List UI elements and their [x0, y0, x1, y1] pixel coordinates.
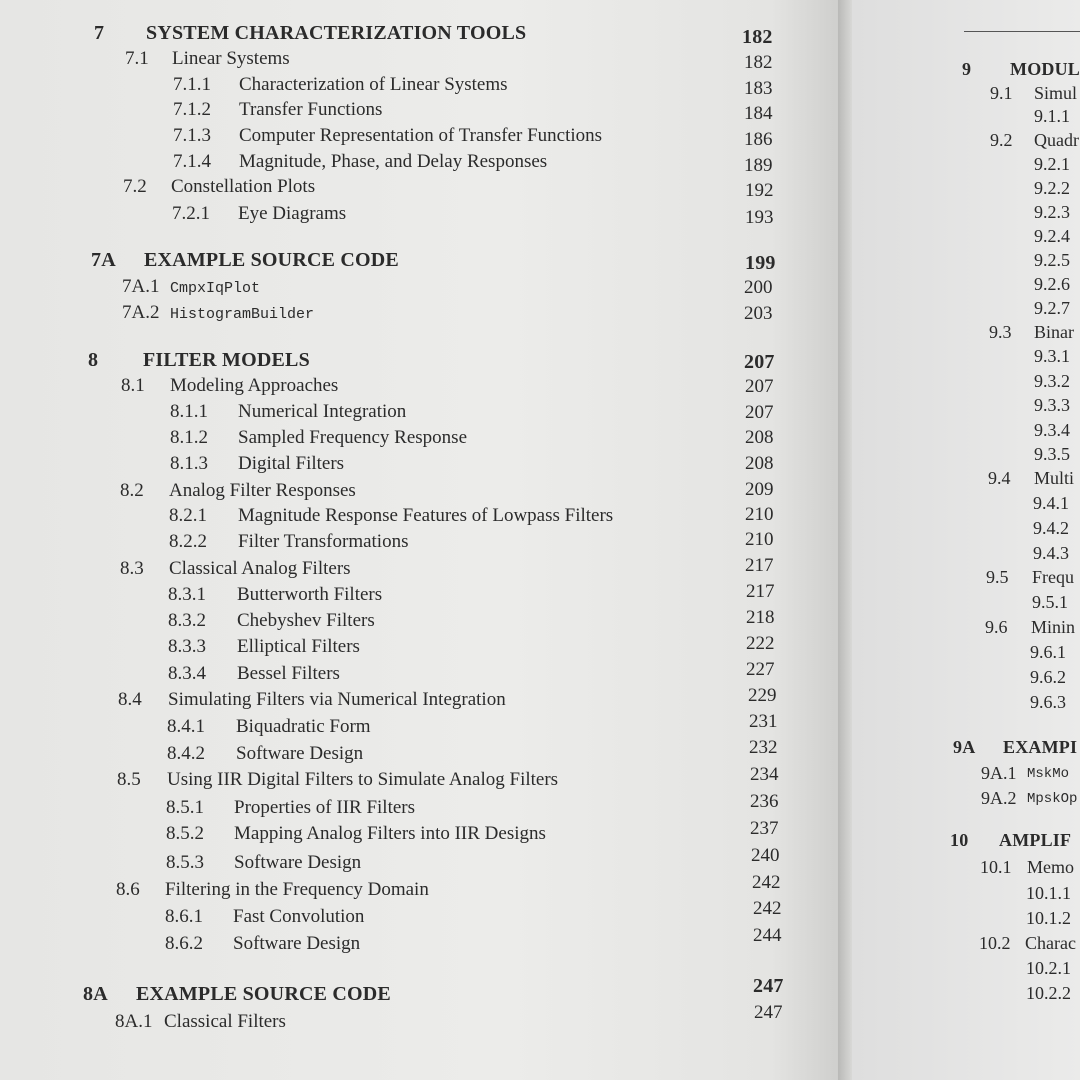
toc-number: 8.4.1 [167, 716, 205, 737]
toc-number: 9.3.5 [1034, 444, 1070, 464]
toc-number: 9.4.3 [1033, 543, 1069, 563]
toc-title: Transfer Functions [239, 99, 383, 120]
toc-number: 9.5.1 [1032, 592, 1068, 612]
toc-number: 7.1.4 [173, 151, 211, 172]
toc-title: Classical Filters [164, 1011, 286, 1032]
toc-title: Modeling Approaches [170, 375, 339, 396]
toc-number: 9.2.1 [1034, 154, 1070, 174]
toc-title: MODUL [1010, 59, 1080, 79]
toc-number: 8.5.3 [166, 852, 204, 873]
toc-number: 10.2.2 [1026, 983, 1071, 1003]
toc-number: 8A [83, 983, 108, 1005]
toc-number: 9 [962, 59, 972, 79]
toc-number: 9.6 [985, 617, 1008, 637]
toc-number: 8.4 [118, 689, 142, 710]
toc-title: Fast Convolution [233, 906, 365, 927]
toc-title: Classical Analog Filters [169, 558, 351, 579]
toc-number: 8.5 [117, 769, 141, 790]
toc-page: 242 [753, 898, 782, 919]
toc-page: 222 [746, 633, 775, 654]
toc-title: Software Design [233, 933, 361, 954]
toc-number: 7.1.2 [173, 99, 211, 120]
toc-page: 186 [744, 129, 773, 150]
toc-title: Simulating Filters via Numerical Integration [168, 689, 506, 710]
toc-title: Magnitude, Phase, and Delay Responses [239, 151, 548, 172]
toc-number: 9.1.1 [1034, 106, 1070, 126]
toc-number: 9.3.1 [1034, 346, 1070, 366]
toc-title: MskMo [1027, 766, 1070, 782]
toc-title: Binar [1034, 322, 1074, 342]
toc-page: 207 [744, 351, 775, 373]
toc-title: EXAMPI [1003, 737, 1078, 757]
toc-page: 244 [753, 925, 782, 946]
toc-number: 8.1.1 [170, 401, 208, 422]
toc-title: Bessel Filters [237, 663, 340, 684]
toc-title: Frequ [1032, 567, 1074, 587]
toc-title: EXAMPLE SOURCE CODE [136, 983, 391, 1005]
toc-title: Digital Filters [238, 453, 345, 474]
toc-title: HistogramBuilder [170, 306, 315, 323]
right-page [852, 0, 1080, 1080]
toc-title: Multi [1034, 468, 1075, 488]
toc-number: 9.4.1 [1033, 493, 1069, 513]
toc-title: Characterization of Linear Systems [239, 74, 508, 95]
toc-page: 207 [745, 402, 774, 423]
toc-number: 9.2.6 [1034, 274, 1070, 294]
toc-page: 208 [745, 453, 774, 474]
toc-number: 8.2.2 [169, 531, 207, 552]
toc-number: 10.1.1 [1026, 883, 1071, 903]
toc-page: 229 [748, 685, 777, 706]
toc-number: 8.3 [120, 558, 144, 579]
toc-title: Numerical Integration [238, 401, 407, 422]
toc-title: Software Design [236, 743, 364, 764]
toc-number: 9A [953, 737, 976, 757]
toc-number: 8.3.2 [168, 610, 206, 631]
toc-page: 247 [754, 1002, 783, 1023]
toc-number: 10.1 [980, 857, 1012, 877]
toc-number: 9.2.4 [1034, 226, 1070, 246]
toc-number: 9.3.3 [1034, 395, 1070, 415]
book-gutter [838, 0, 852, 1080]
toc-title: CmpxIqPlot [170, 280, 261, 297]
toc-title: SYSTEM CHARACTERIZATION TOOLS [146, 22, 527, 44]
toc-title: Quadr [1034, 130, 1079, 150]
toc-title: Mapping Analog Filters into IIR Designs [234, 823, 546, 844]
toc-title: Computer Representation of Transfer Functions [239, 125, 603, 146]
toc-page: 210 [745, 529, 774, 550]
toc-title: Chebyshev Filters [237, 610, 375, 631]
toc-number: 9.3 [989, 322, 1012, 342]
toc-title: Minin [1031, 617, 1076, 637]
toc-page: 183 [744, 78, 773, 99]
toc-number: 8.2.1 [169, 505, 207, 526]
toc-number: 8.1.3 [170, 453, 208, 474]
toc-page: 236 [750, 791, 779, 812]
toc-page: 184 [744, 103, 773, 124]
toc-page: 208 [745, 427, 774, 448]
toc-title: Charac [1025, 933, 1076, 953]
toc-title: Software Design [234, 852, 362, 873]
toc-number: 9.2 [990, 130, 1013, 150]
toc-number: 9.2.5 [1034, 250, 1070, 270]
toc-number: 8.3.3 [168, 636, 206, 657]
toc-title: Using IIR Digital Filters to Simulate Analog Filters [167, 769, 559, 790]
toc-page: 217 [745, 555, 774, 576]
toc-page: 227 [746, 659, 775, 680]
toc-page: 182 [744, 52, 773, 73]
toc-number: 7A [91, 249, 116, 271]
toc-number: 9.6.1 [1030, 642, 1066, 662]
toc-title: MpskOp [1027, 791, 1078, 807]
toc-number: 10.1.2 [1026, 908, 1071, 928]
toc-title: AMPLIF [999, 830, 1072, 850]
page-rule [964, 31, 1080, 32]
toc-title: Simul [1034, 83, 1078, 103]
toc-number: 7 [94, 22, 105, 44]
toc-title: Memo [1027, 857, 1074, 877]
toc-number: 9.3.2 [1034, 371, 1070, 391]
toc-number: 7.1 [125, 48, 149, 69]
toc-title: Filtering in the Frequency Domain [165, 879, 429, 900]
toc-number: 9.4 [988, 468, 1011, 488]
toc-number: 8 [88, 349, 99, 371]
toc-page: 242 [752, 872, 781, 893]
toc-page: 199 [745, 252, 776, 274]
toc-page: 232 [749, 737, 778, 758]
toc-number: 9.5 [986, 567, 1009, 587]
toc-number: 8.6 [116, 879, 140, 900]
toc-page: 200 [744, 277, 773, 298]
toc-number: 8.5.2 [166, 823, 204, 844]
toc-page: 240 [751, 845, 780, 866]
toc-number: 7.1.3 [173, 125, 211, 146]
toc-number: 8.5.1 [166, 797, 204, 818]
toc-page: 192 [745, 180, 774, 201]
toc-number: 8.6.2 [165, 933, 203, 954]
toc-number: 9.6.3 [1030, 692, 1066, 712]
toc-page: 218 [746, 607, 775, 628]
toc-number: 7A.1 [122, 276, 160, 297]
toc-title: Sampled Frequency Response [238, 427, 468, 448]
toc-number: 9A.2 [981, 788, 1017, 808]
toc-number: 9.6.2 [1030, 667, 1066, 687]
toc-number: 9.3.4 [1034, 420, 1070, 440]
toc-title: Analog Filter Responses [169, 480, 356, 501]
toc-number: 7A.2 [122, 302, 160, 323]
toc-title: Butterworth Filters [237, 584, 383, 605]
toc-page: 182 [742, 26, 773, 48]
toc-title: Properties of IIR Filters [234, 797, 416, 818]
toc-number: 8.3.1 [168, 584, 206, 605]
toc-number: 9.2.2 [1034, 178, 1070, 198]
toc-page: 207 [745, 376, 774, 397]
toc-number: 9.4.2 [1033, 518, 1069, 538]
toc-page: 247 [753, 975, 784, 997]
toc-number: 8.6.1 [165, 906, 203, 927]
toc-number: 10 [950, 830, 969, 850]
toc-title: Constellation Plots [171, 176, 316, 197]
toc-number: 8A.1 [115, 1011, 153, 1032]
toc-title: FILTER MODELS [143, 349, 310, 371]
toc-page: 210 [745, 504, 774, 525]
toc-title: Magnitude Response Features of Lowpass Filters [238, 505, 614, 526]
toc-title: Linear Systems [172, 48, 290, 69]
toc-number: 10.2 [979, 933, 1011, 953]
toc-number: 7.1.1 [173, 74, 211, 95]
toc-number: 8.1 [121, 375, 145, 396]
toc-number: 9.2.3 [1034, 202, 1070, 222]
toc-number: 8.2 [120, 480, 144, 501]
toc-number: 8.3.4 [168, 663, 206, 684]
toc-title: EXAMPLE SOURCE CODE [144, 249, 399, 271]
toc-page: 217 [746, 581, 775, 602]
toc-title: Eye Diagrams [238, 203, 347, 224]
toc-number: 8.1.2 [170, 427, 208, 448]
toc-number: 9.1 [990, 83, 1013, 103]
toc-page: 193 [745, 207, 774, 228]
toc-page: 237 [750, 818, 779, 839]
toc-title: Biquadratic Form [236, 716, 371, 737]
toc-number: 9A.1 [981, 763, 1017, 783]
toc-number: 9.2.7 [1034, 298, 1070, 318]
toc-page: 234 [750, 764, 779, 785]
toc-page: 209 [745, 479, 774, 500]
toc-number: 10.2.1 [1026, 958, 1071, 978]
toc-number: 7.2.1 [172, 203, 210, 224]
toc-page: 189 [744, 155, 773, 176]
toc-title: Elliptical Filters [237, 636, 360, 657]
toc-page: 231 [749, 711, 778, 732]
toc-page: 203 [744, 303, 773, 324]
toc-title: Filter Transformations [238, 531, 409, 552]
toc-number: 8.4.2 [167, 743, 205, 764]
toc-number: 7.2 [123, 176, 147, 197]
